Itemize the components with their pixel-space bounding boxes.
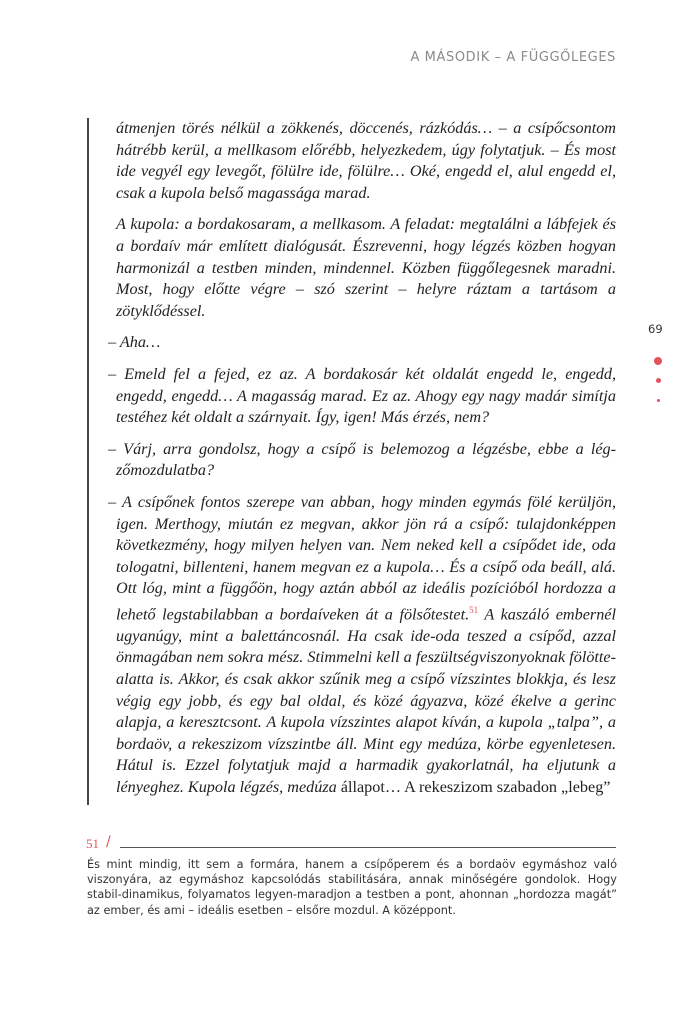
body-text bbox=[108, 118, 616, 809]
dialogue-line bbox=[108, 492, 616, 799]
side-rule bbox=[87, 118, 89, 805]
paragraph: A kupola: a bordakosaram, a mellkasom. A feladat: megtalálni a lábfejek és a bordaív már említett dialógusát. Észrevenni, hogy légzés közben hogyan harmonizál a testben minden, mindennel. Közben függőlegesnek maradni. Most, hogy előtte végre – szó szerint – helyre ráztam a tartásom a zötyklődéssel. bbox=[116, 215, 616, 320]
decorative-dot-large bbox=[654, 357, 662, 365]
page-number: 69 bbox=[648, 322, 663, 336]
running-head: A MÁSODIK – A FÜGGŐLEGES bbox=[410, 50, 616, 65]
footnote-rule bbox=[120, 847, 616, 848]
dialogue-line: – Várj, arra gondolsz, hogy a csípő is belemozog a légzésbe, ebbe a légzőmozdulatba? bbox=[108, 439, 616, 480]
dialogue-line: – Emeld fel a fejed, ez az. A bordakosár két oldalát engedd le, engedd, engedd, engedd… A magasság marad. Ez az. Ahogy egy nagy madár simítja testéhez két oldalt a szárnyait. Így, igen! Más érzés, nem? bbox=[108, 364, 616, 427]
paragraph-part-upright: állapot… A rekeszizom szabadon „lebeg” bbox=[336, 778, 611, 797]
paragraph: átmenjen törés nélkül a zökkenés, döccenés, rázkódás… – a csípőcsontom hátrébb kerül, a mellkasom előrébb, helyezkedem, úgy folytatjuk. – És most ide vegyél egy levegőt, fölülre ide, fölülre… Oké, engedd el, alul engedd el, csak a kupola belső magassága marad. bbox=[116, 119, 616, 202]
dialogue-line: – Aha… bbox=[108, 333, 161, 352]
paragraph-part: – A csípőnek fontos szerepe van abban, hogy minden egymás fölé kerüljön, igen. Merthogy, miután ez megvan, akkor jön rá a csípő: tulajdonképpen következmény, hogy milyen helyen van. Nem neked kell a csípődet ide, oda tologatni, billenteni, hanem megvan ez a kupola… És a csípő oda beáll, alá. Ott lóg, mint a függőön, hogy aztán abból az ideális pozícióból hordozza a lehető legstabilabban a bordaíveken át a fölsőtestet. bbox=[108, 492, 616, 624]
decorative-dot-small bbox=[657, 399, 660, 402]
footnote-text: És mint mindig, itt sem a formára, hanem a csípőperem és a bordaöv egymáshoz való viszonyára, az egymáshoz kapcsolódás stabilitására, annak minőségére gondolok. Hogy stabil-dinamikus, folyamatos legyen-maradjon a testben a pont, ahonnan „hordozza magát” az ember, és ami – ideális esetben – elsőre mozdul. A középpont. bbox=[87, 858, 617, 917]
footnote-separator: / bbox=[106, 834, 111, 850]
footnote-number: 51 bbox=[86, 836, 99, 851]
footnote-reference[interactable]: 51 bbox=[469, 604, 479, 615]
paragraph-part: A kaszáló embernél ugyanúgy, mint a balettáncosnál. Ha csak ide-oda teszed a csípőd, azzal önmagában nem sokra mész. Stimmelni kell a feszültségviszonyoknak fölötte-alatta is. Akkor, és csak akkor szűnik meg a csípő vízszintes blokkja, és lesz végig egy jobb, és egy bal oldal, és közé ágyazva, közé ékelve a gerinc alapja, a keresztcsont. A kupola vízszintes alapot kíván, a kupola „talpa”, a bordaöv, a rekeszizom vízszintbe áll. Mint egy medúza, körbe egyenletesen. Hátul is. Ezzel folytatjuk majd a harmadik gyakorlatnál, ha eljutunk a lényeghez. Kupola légzés, medúza bbox=[116, 605, 616, 797]
decorative-dot-medium bbox=[656, 378, 661, 383]
